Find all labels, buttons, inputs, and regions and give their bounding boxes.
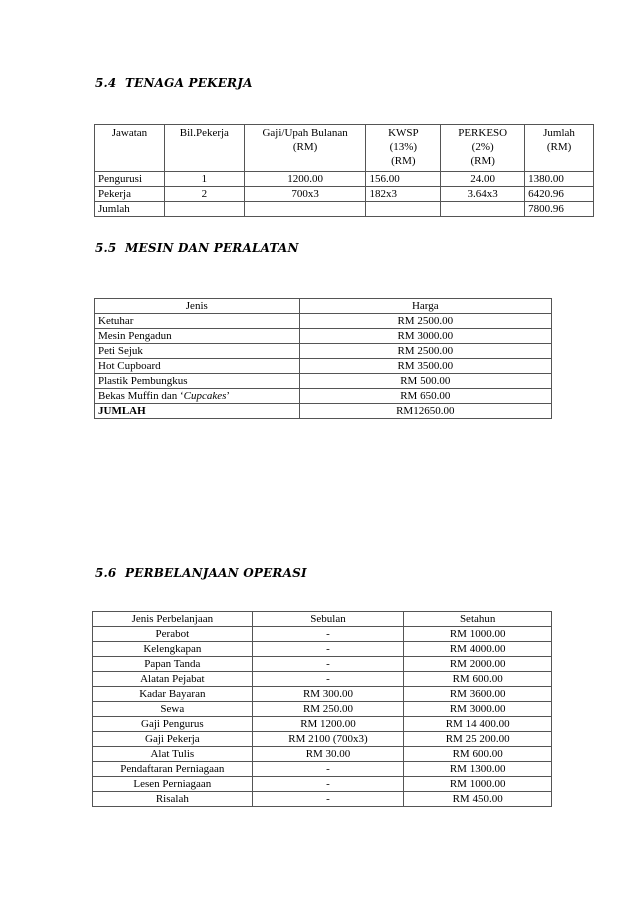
cell-sebulan: - [252,642,404,657]
table-header-row [95,299,552,314]
table-row [93,672,552,687]
cell-jenis-perbelanjaan: Risalah [93,792,253,807]
cell-jenis-perbelanjaan: Alat Tulis [93,747,253,762]
table-row [93,762,552,777]
cell-harga: RM 500.00 [299,374,551,389]
cell-jenis-perbelanjaan: Perabot [93,627,253,642]
cell-jenis-perbelanjaan: Gaji Pekerja [93,732,253,747]
cell-perkeso [441,202,525,217]
mesin-peralatan-table [94,298,552,419]
table-header-row [95,125,594,172]
perbelanjaan-operasi-table [92,611,552,807]
cell-jenis: Bekas Muffin dan ‘Cupcakes’ [95,389,300,404]
cell-harga: RM 650.00 [299,389,551,404]
cell-jenis: Ketuhar [95,314,300,329]
cell-setahun: RM 600.00 [404,672,552,687]
cell-jumlah: 1380.00 [525,172,594,187]
cell-sebulan: RM 250.00 [252,702,404,717]
cell-harga: RM 3000.00 [299,329,551,344]
header-jumlah: Jumlah (RM) [525,125,594,172]
cell-sebulan: - [252,777,404,792]
table-row [95,187,594,202]
table-row [93,777,552,792]
cell-perkeso: 3.64x3 [441,187,525,202]
table-row [95,389,552,404]
cell-setahun: RM 1000.00 [404,777,552,792]
section-number: 5.4 [95,76,117,90]
table-row [95,329,552,344]
table-row [93,717,552,732]
cell-jawatan: Pengurusi [95,172,165,187]
cell-setahun: RM 3600.00 [404,687,552,702]
cell-kwsp: 156.00 [366,172,441,187]
section-heading-tenaga-pekerja [95,76,253,90]
section-title: MESIN DAN PERALATAN [125,241,299,255]
cell-setahun: RM 1300.00 [404,762,552,777]
header-sebulan: Sebulan [252,612,404,627]
table-row [93,792,552,807]
cell-setahun: RM 2000.00 [404,657,552,672]
cell-sebulan: - [252,792,404,807]
section-title: PERBELANJAAN OPERASI [125,566,307,580]
section-title: TENAGA PEKERJA [125,76,253,90]
header-harga: Harga [299,299,551,314]
cell-bil: 1 [164,172,244,187]
cell-jenis-perbelanjaan: Pendaftaran Perniagaan [93,762,253,777]
cell-sebulan: - [252,762,404,777]
cell-sebulan: - [252,657,404,672]
table-header-row [93,612,552,627]
cell-setahun: RM 3000.00 [404,702,552,717]
section-heading-perbelanjaan-operasi [95,566,307,580]
section-number: 5.5 [95,241,117,255]
cell-kwsp: 182x3 [366,187,441,202]
cell-bil [164,202,244,217]
table-row [95,314,552,329]
cell-setahun: RM 600.00 [404,747,552,762]
cell-setahun: RM 14 400.00 [404,717,552,732]
table-row-total [95,404,552,419]
table-row [95,359,552,374]
cell-bil: 2 [164,187,244,202]
header-perkeso: PERKESO (2%) (RM) [441,125,525,172]
cell-jenis: Hot Cupboard [95,359,300,374]
cell-perkeso: 24.00 [441,172,525,187]
cell-setahun: RM 25 200.00 [404,732,552,747]
cell-harga: RM 2500.00 [299,314,551,329]
table-row [95,344,552,359]
cell-harga: RM 3500.00 [299,359,551,374]
header-jenis-perbelanjaan: Jenis Perbelanjaan [93,612,253,627]
cell-jenis-perbelanjaan: Kelengkapan [93,642,253,657]
cell-sebulan: RM 30.00 [252,747,404,762]
cell-jenis: Peti Sejuk [95,344,300,359]
header-kwsp: KWSP (13%) (RM) [366,125,441,172]
cell-sebulan: RM 300.00 [252,687,404,702]
cell-gaji [244,202,366,217]
table-row [93,687,552,702]
cell-total-label: JUMLAH [95,404,300,419]
cell-sebulan: - [252,627,404,642]
cell-jenis-perbelanjaan: Gaji Pengurus [93,717,253,732]
cell-jenis-perbelanjaan: Lesen Perniagaan [93,777,253,792]
cell-jenis: Plastik Pembungkus [95,374,300,389]
cell-kwsp [366,202,441,217]
cell-gaji: 700x3 [244,187,366,202]
table-row [93,747,552,762]
cell-total-value: RM12650.00 [299,404,551,419]
header-gaji: Gaji/Upah Bulanan (RM) [244,125,366,172]
cell-jenis-perbelanjaan: Alatan Pejabat [93,672,253,687]
cell-jawatan: Jumlah [95,202,165,217]
cell-jenis-perbelanjaan: Kadar Bayaran [93,687,253,702]
cell-setahun: RM 1000.00 [404,627,552,642]
cell-sebulan: RM 2100 (700x3) [252,732,404,747]
section-number: 5.6 [95,566,117,580]
table-row [93,657,552,672]
table-row-total [95,202,594,217]
cell-sebulan: RM 1200.00 [252,717,404,732]
table-row [93,627,552,642]
table-row [93,732,552,747]
cell-setahun: RM 4000.00 [404,642,552,657]
cell-jawatan: Pekerja [95,187,165,202]
header-bil-pekerja: Bil.Pekerja [164,125,244,172]
cell-harga: RM 2500.00 [299,344,551,359]
cell-jenis-perbelanjaan: Papan Tanda [93,657,253,672]
table-row [93,702,552,717]
cell-jenis: Mesin Pengadun [95,329,300,344]
header-jawatan: Jawatan [95,125,165,172]
cell-jenis-perbelanjaan: Sewa [93,702,253,717]
cell-gaji: 1200.00 [244,172,366,187]
header-setahun: Setahun [404,612,552,627]
section-heading-mesin-peralatan [95,241,299,255]
cell-setahun: RM 450.00 [404,792,552,807]
header-jenis: Jenis [95,299,300,314]
cell-jumlah: 7800.96 [525,202,594,217]
tenaga-pekerja-table [94,124,594,217]
cell-jumlah: 6420.96 [525,187,594,202]
table-row [95,172,594,187]
table-row [95,374,552,389]
table-row [93,642,552,657]
cell-sebulan: - [252,672,404,687]
